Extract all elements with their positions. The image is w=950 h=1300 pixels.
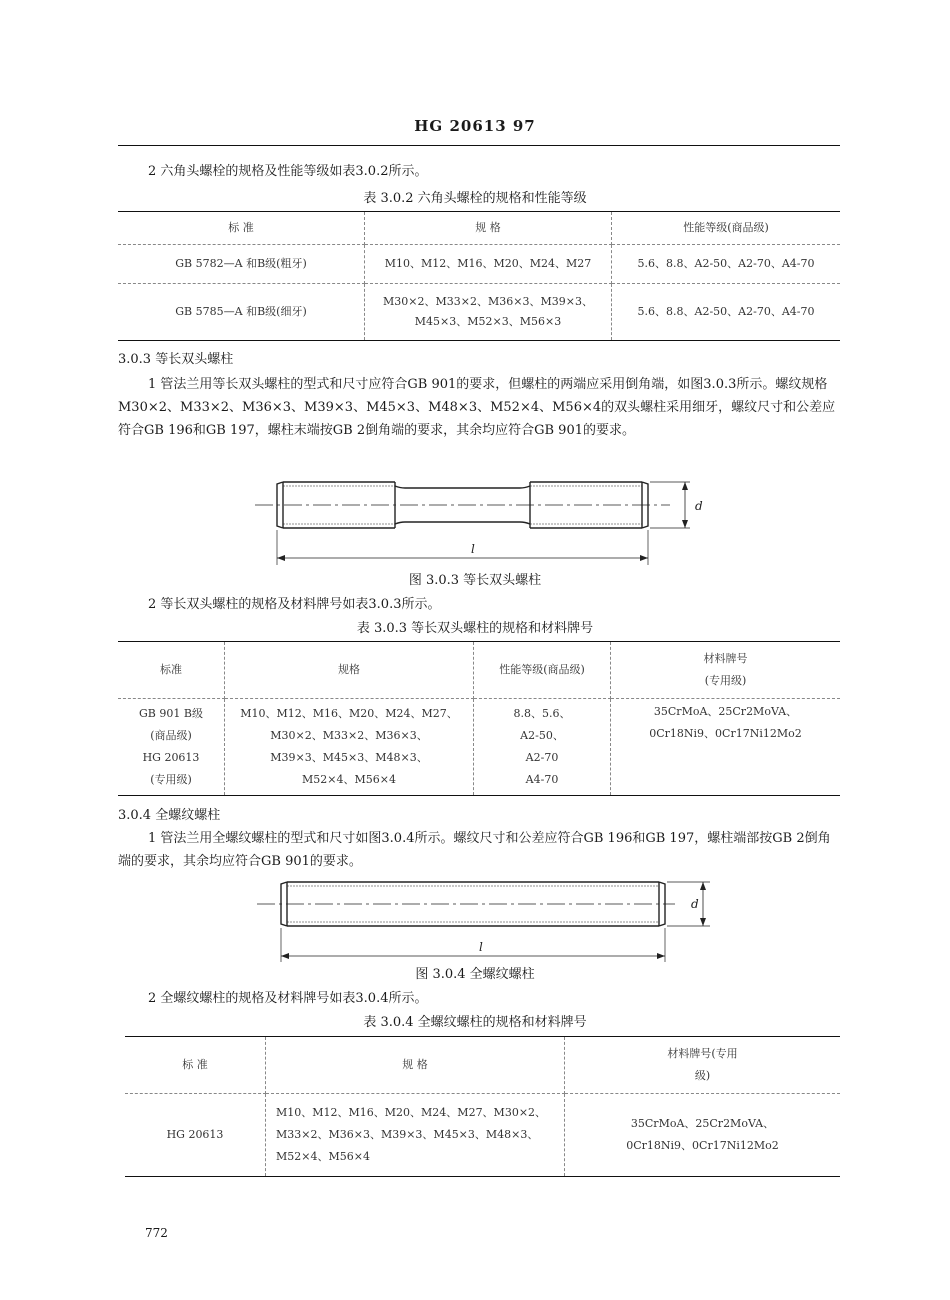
table-302-cell: 5.6、8.8、A2-50、A2-70、A4-70 <box>612 245 841 284</box>
table-302-title: 表 3.0.2 六角头螺栓的规格和性能等级 <box>363 191 587 206</box>
table-302-header: 标 准 <box>118 212 365 245</box>
table-303-header: 规格 <box>225 642 474 699</box>
page-number: 772 <box>145 1226 168 1240</box>
table-304-cell <box>565 1094 841 1177</box>
dimension-l-label: l <box>471 542 475 556</box>
cell-line: HG 20613 <box>142 751 200 764</box>
figure-303 <box>240 470 710 570</box>
table-303-cell <box>474 699 611 796</box>
cell-line: 35CrMoA、25Cr2MoVA、 <box>630 1117 775 1130</box>
table-row <box>118 699 840 796</box>
table-302-header: 性能等级(商品级) <box>612 212 841 245</box>
table-302 <box>118 211 840 341</box>
table-row <box>118 284 840 341</box>
cell-line: M10、M12、M16、M20、M24、M27、 <box>240 707 458 720</box>
cell-line: 35CrMoA、25Cr2MoVA、 <box>653 705 798 718</box>
table-303-cell <box>611 699 841 796</box>
cell-line: A2-50、 <box>520 729 564 742</box>
cell-line: GB 901 B级 <box>139 707 203 720</box>
table-302-header: 规 格 <box>365 212 612 245</box>
cell-line: 0Cr18Ni9、0Cr17Ni12Mo2 <box>649 727 802 740</box>
table-303 <box>118 641 840 796</box>
table-304-cell: HG 20613 <box>125 1094 266 1177</box>
table-302-cell: M10、M12、M16、M20、M24、M27 <box>365 245 612 284</box>
table-304-header: 材料牌号(专用级) <box>565 1037 841 1094</box>
table-row <box>125 1094 840 1177</box>
full-thread-stud-drawing <box>255 874 715 964</box>
table-303-cell <box>118 699 225 796</box>
dimension-d-label: d <box>691 897 699 911</box>
cell-line: M52×4、M56×4 <box>302 773 396 786</box>
table-303-cell <box>225 699 474 796</box>
figure-303-caption: 图 3.0.3 等长双头螺柱 <box>408 573 542 588</box>
table-row <box>118 245 840 284</box>
table-302-cell: GB 5785—A 和B级(细牙) <box>118 284 365 341</box>
cell-line: M10、M12、M16、M20、M24、M27、M30×2、 <box>276 1106 547 1119</box>
cell-line: M30×2、M33×2、M36×3、 <box>270 729 428 742</box>
section-303-heading: 3.0.3 等长双头螺柱 <box>118 352 234 367</box>
table-302-intro: 2 六角头螺栓的规格及性能等级如表3.0.2所示。 <box>148 164 428 179</box>
cell-line: (专用级) <box>150 773 192 786</box>
table-303-header: 材料牌号(专用级) <box>611 642 841 699</box>
table-304-title: 表 3.0.4 全螺纹螺柱的规格和材料牌号 <box>363 1015 587 1030</box>
table-303-header: 标准 <box>118 642 225 699</box>
table-303-header: 性能等级(商品级) <box>474 642 611 699</box>
cell-line: (商品级) <box>150 729 192 742</box>
dimension-d-label: d <box>695 499 703 513</box>
header-rule <box>118 145 840 146</box>
table-302-cell: M30×2、M33×2、M36×3、M39×3、M45×3、M52×3、M56×3 <box>365 284 612 341</box>
cell-line: M39×3、M45×3、M48×3、 <box>270 751 428 764</box>
figure-304-caption: 图 3.0.4 全螺纹螺柱 <box>415 967 535 982</box>
table-302-cell: GB 5782—A 和B级(粗牙) <box>118 245 365 284</box>
figure-304 <box>255 874 715 964</box>
section-304-heading: 3.0.4 全螺纹螺柱 <box>118 808 221 823</box>
table-304-intro: 2 全螺纹螺柱的规格及材料牌号如表3.0.4所示。 <box>148 991 428 1006</box>
stud-drawing <box>240 470 710 570</box>
table-302-cell: 5.6、8.8、A2-50、A2-70、A4-70 <box>612 284 841 341</box>
table-304 <box>125 1036 840 1177</box>
dimension-l-label: l <box>479 940 483 954</box>
page-header: HG 20613 97 <box>414 117 536 135</box>
table-304-cell <box>266 1094 565 1177</box>
section-304-para1: 1 管法兰用全螺纹螺柱的型式和尺寸如图3.0.4所示。螺纹尺寸和公差应符合GB 196和GB 197，螺柱端部按GB 2倒角端的要求，其余均应符合GB 901的要求。 <box>118 831 831 869</box>
section-303-para1: 1 管法兰用等长双头螺柱的型式和尺寸应符合GB 901的要求，但螺柱的两端应采用倒角端，如图3.0.3所示。螺纹规格M30×2、M33×2、M36×3、M39×3、M45×3、M48×3、M52×4、M56×4的双头螺柱采用细牙，螺纹尺寸和公差应符合GB 196和GB 197，螺柱末端按GB 2倒角端的要求，其余均应符合GB 901的要求。 <box>118 377 836 438</box>
table-304-header: 规 格 <box>266 1037 565 1094</box>
cell-line: 8.8、5.6、 <box>513 707 571 720</box>
cell-line: M52×4、M56×4 <box>276 1150 370 1163</box>
cell-line: A2-70 <box>525 751 559 764</box>
table-304-header: 标 准 <box>125 1037 266 1094</box>
cell-line: A4-70 <box>525 773 559 786</box>
cell-line: 0Cr18Ni9、0Cr17Ni12Mo2 <box>626 1139 779 1152</box>
table-303-title: 表 3.0.3 等长双头螺柱的规格和材料牌号 <box>356 621 594 636</box>
cell-line: M33×2、M36×3、M39×3、M45×3、M48×3、 <box>276 1128 539 1141</box>
table-303-intro: 2 等长双头螺柱的规格及材料牌号如表3.0.3所示。 <box>148 597 441 612</box>
